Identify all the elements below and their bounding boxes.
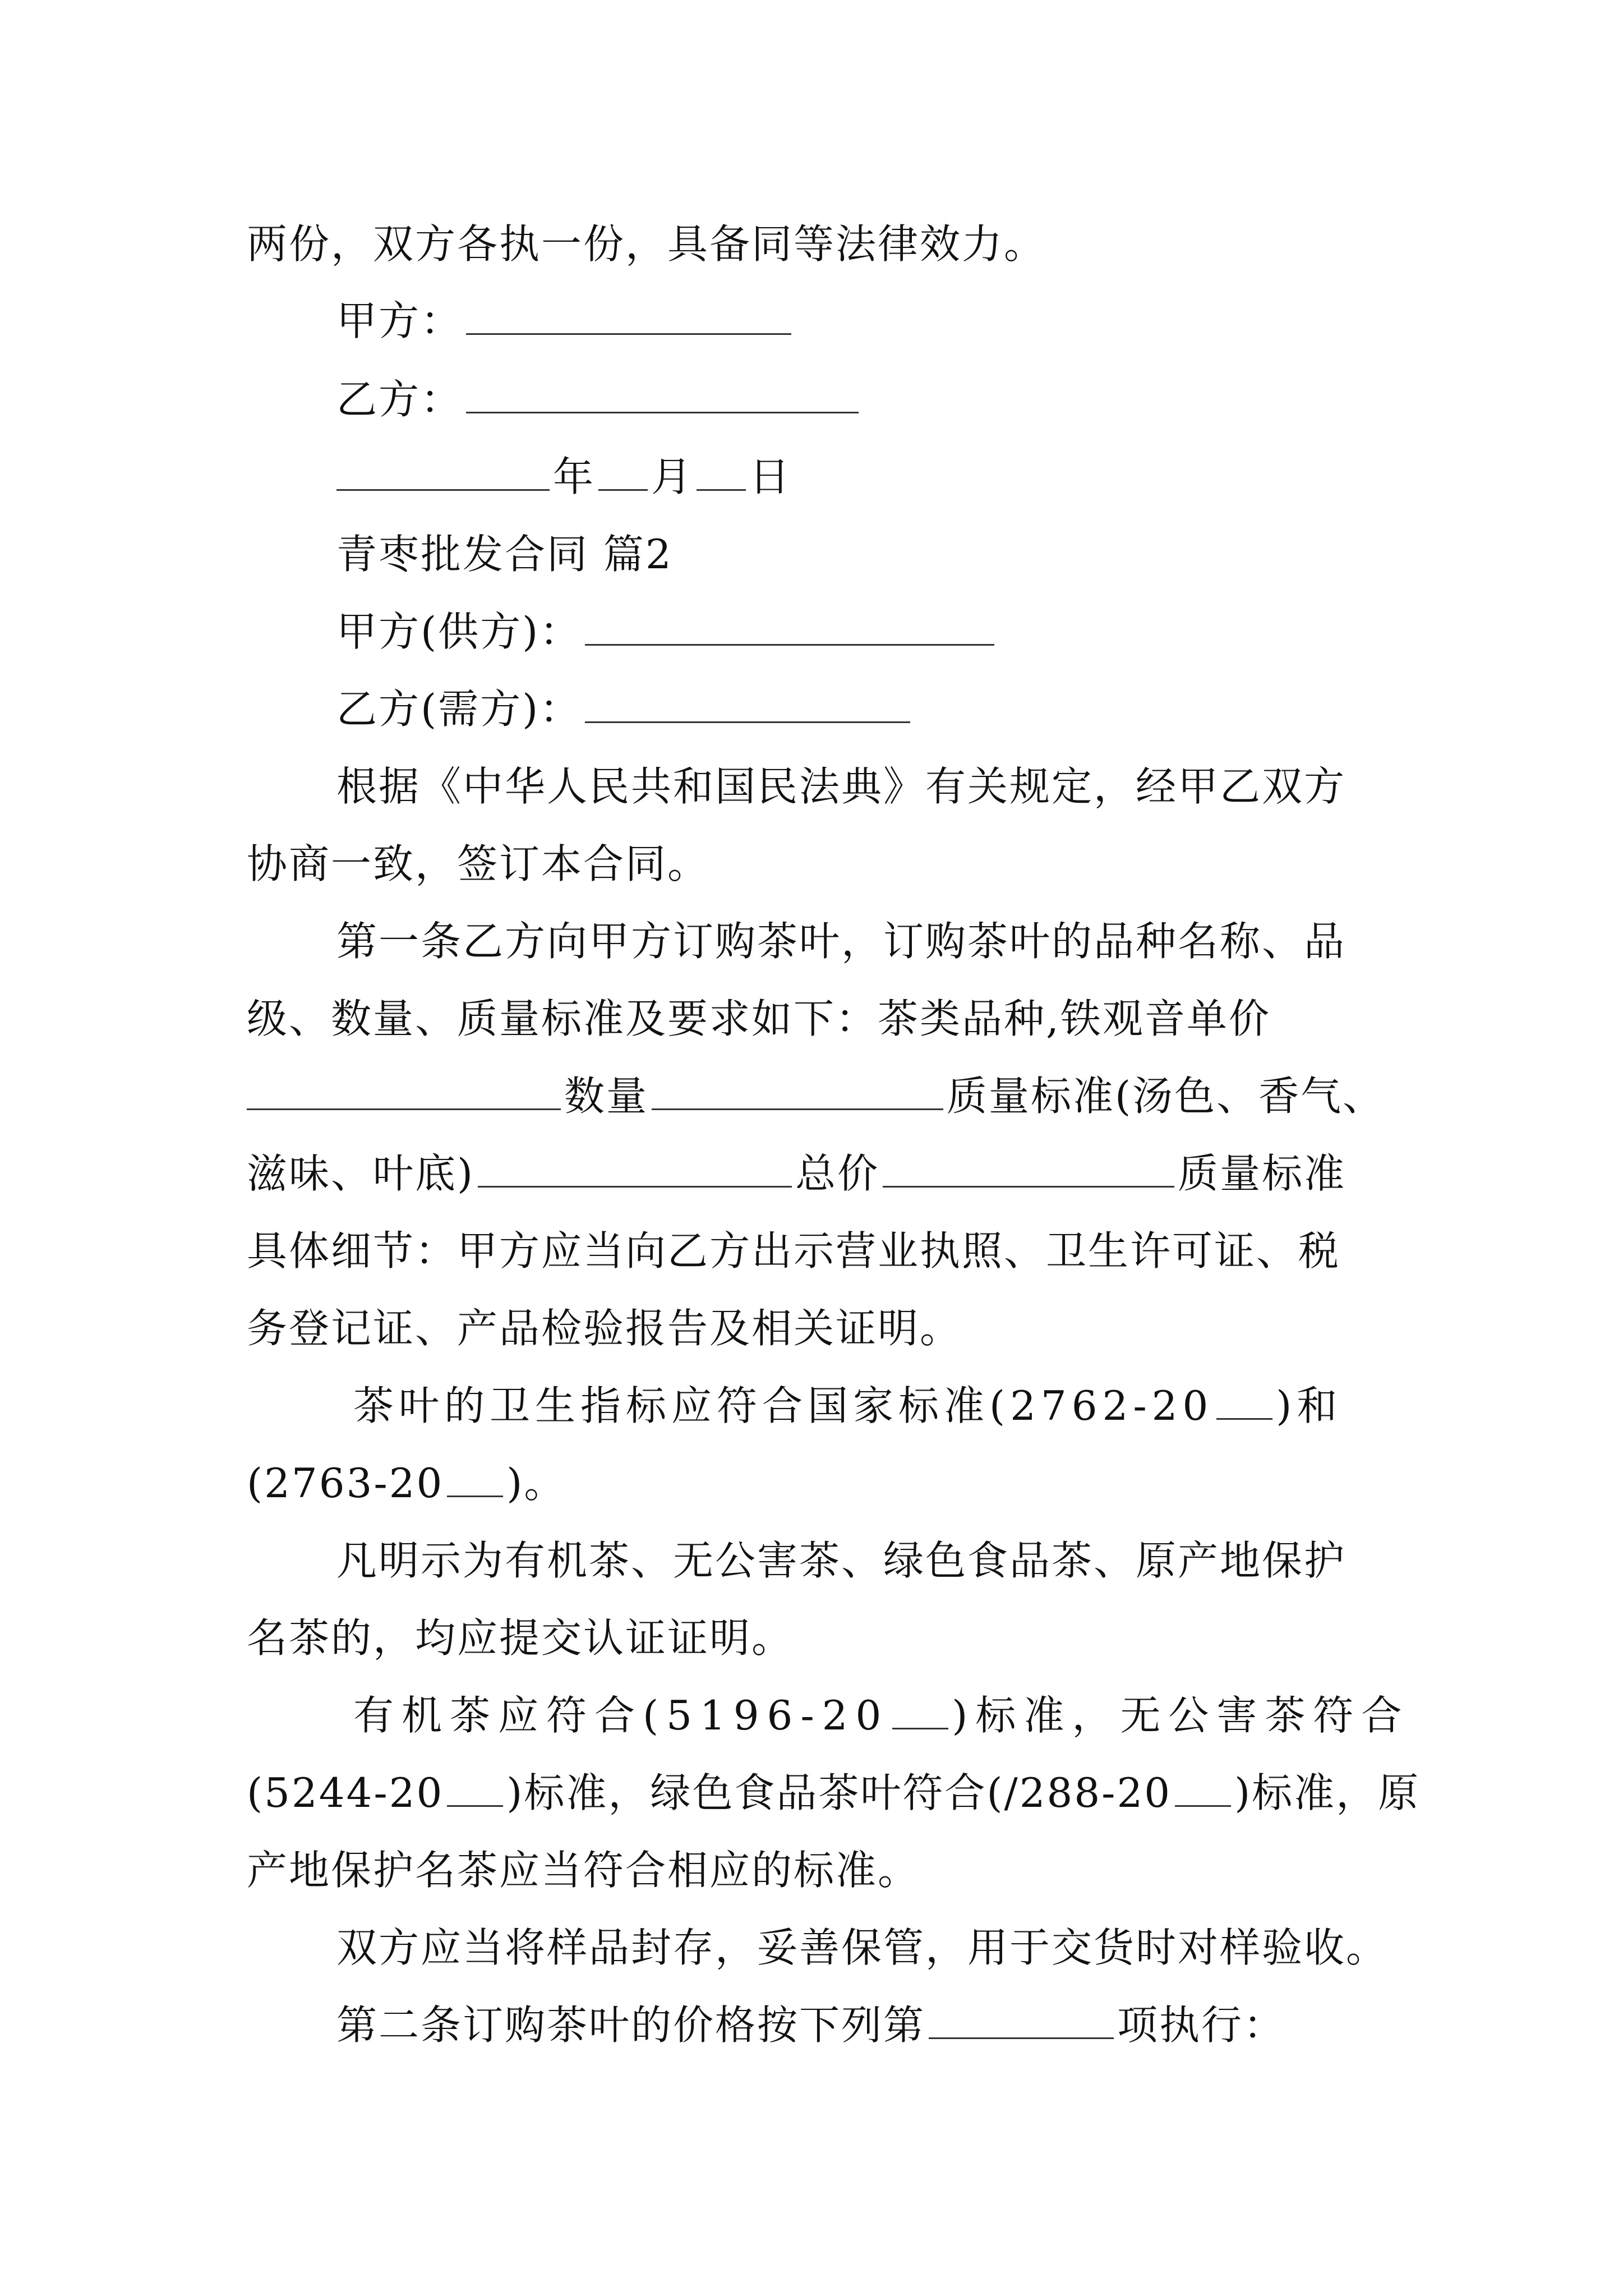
text: 级、数量、质量标准及要求如下：茶类品种,铁观音单价	[247, 995, 1271, 1042]
month-blank[interactable]	[598, 454, 648, 491]
text: 协商一致，签订本合同。	[247, 840, 710, 887]
paragraph-line	[353, 1378, 1342, 1434]
text: 名茶的，均应提交认证证明。	[247, 1614, 794, 1662]
text: 项执行：	[1117, 2001, 1286, 2049]
year-suffix-blank[interactable]	[447, 1461, 503, 1497]
paragraph-line	[247, 1455, 566, 1511]
unit-price-blank[interactable]	[247, 1074, 561, 1110]
text: 具体细节：甲方应当向乙方出示营业执照、卫生许可证、税	[247, 1227, 1341, 1274]
text: )标准，绿色食品茶叶符合(/288-20	[506, 1769, 1172, 1816]
month-label: 月	[651, 453, 694, 500]
party-a-blank[interactable]	[466, 298, 791, 335]
year-suffix-blank[interactable]	[892, 1693, 948, 1729]
text: (2763-20	[247, 1460, 444, 1507]
text: (5244-20	[247, 1769, 444, 1816]
paragraph-line	[247, 1765, 1420, 1821]
paragraph-line	[247, 1223, 1340, 1279]
day-label: 日	[749, 453, 792, 500]
party-a-line	[336, 293, 795, 349]
quality-blank[interactable]	[478, 1151, 792, 1188]
text: 滋味、叶底)	[247, 1150, 475, 1197]
paragraph-line	[336, 1920, 1388, 1976]
paragraph-line	[247, 991, 1271, 1047]
text: 总价	[795, 1150, 880, 1197]
text: 质量标准	[1178, 1150, 1347, 1197]
party-b-label: 乙方：	[336, 376, 463, 423]
quantity-blank[interactable]	[652, 1074, 943, 1110]
text: )。	[506, 1460, 566, 1507]
paragraph-line	[353, 1687, 1409, 1743]
paragraph-line	[247, 1068, 1385, 1124]
paragraph-line	[336, 913, 1346, 969]
supplier-line	[336, 604, 998, 660]
paragraph-line	[247, 1842, 920, 1898]
text: 根据《中华人民共和国民法典》有关规定，经甲乙双方	[336, 763, 1347, 810]
paragraph-line	[247, 216, 1046, 272]
text: 第二条订购茶叶的价格按下列第	[336, 2001, 926, 2049]
paragraph-line	[247, 1145, 1346, 1202]
paragraph-line	[247, 1300, 962, 1356]
year-blank[interactable]	[336, 454, 550, 491]
buyer-blank[interactable]	[585, 687, 910, 723]
text: 产地保护名茶应当符合相应的标准。	[247, 1847, 920, 1894]
year-label: 年	[553, 453, 596, 500]
party-b-blank[interactable]	[466, 377, 859, 413]
title-text: 青枣批发合同 篇2	[336, 531, 673, 578]
year-suffix-blank[interactable]	[1175, 1770, 1231, 1807]
buyer-label: 乙方(需方)：	[336, 685, 582, 733]
paragraph-line	[336, 758, 1346, 815]
buyer-line	[336, 681, 914, 737]
supplier-label: 甲方(供方)：	[336, 608, 582, 655]
text: 第一条乙方向甲方订购茶叶，订购茶叶的品种名称、品	[336, 918, 1347, 965]
text: )标准，原	[1234, 1769, 1421, 1816]
text: 双方应当将样品封存，妥善保管，用于交货时对样验收。	[336, 1924, 1389, 1971]
party-a-label: 甲方：	[336, 297, 463, 344]
text: 有机茶应符合(5196-20	[353, 1692, 889, 1739]
year-suffix-blank[interactable]	[1216, 1383, 1272, 1420]
paragraph-line	[247, 1610, 794, 1666]
text: )标准，无公害茶符合	[952, 1692, 1410, 1739]
day-blank[interactable]	[697, 454, 746, 491]
supplier-blank[interactable]	[585, 609, 994, 646]
text: 务登记证、产品检验报告及相关证明。	[247, 1305, 962, 1352]
text: 质量标准(汤色、香气、	[947, 1073, 1385, 1120]
contract-title	[336, 526, 673, 582]
year-suffix-blank[interactable]	[447, 1770, 503, 1807]
item-number-blank[interactable]	[929, 2003, 1114, 2039]
date-line	[336, 449, 791, 505]
text: 凡明示为有机茶、无公害茶、绿色食品茶、原产地保护	[336, 1537, 1347, 1584]
total-price-blank[interactable]	[883, 1151, 1174, 1188]
text: 两份，双方各执一份，具备同等法律效力。	[247, 220, 1046, 268]
text: 数量	[564, 1073, 649, 1120]
paragraph-line	[336, 1533, 1346, 1589]
text: 茶叶的卫生指标应符合国家标准(2762-20	[353, 1382, 1214, 1429]
party-b-line	[336, 371, 862, 427]
paragraph-line	[336, 1997, 1285, 2053]
paragraph-line	[247, 836, 709, 892]
text: )和	[1276, 1382, 1343, 1429]
